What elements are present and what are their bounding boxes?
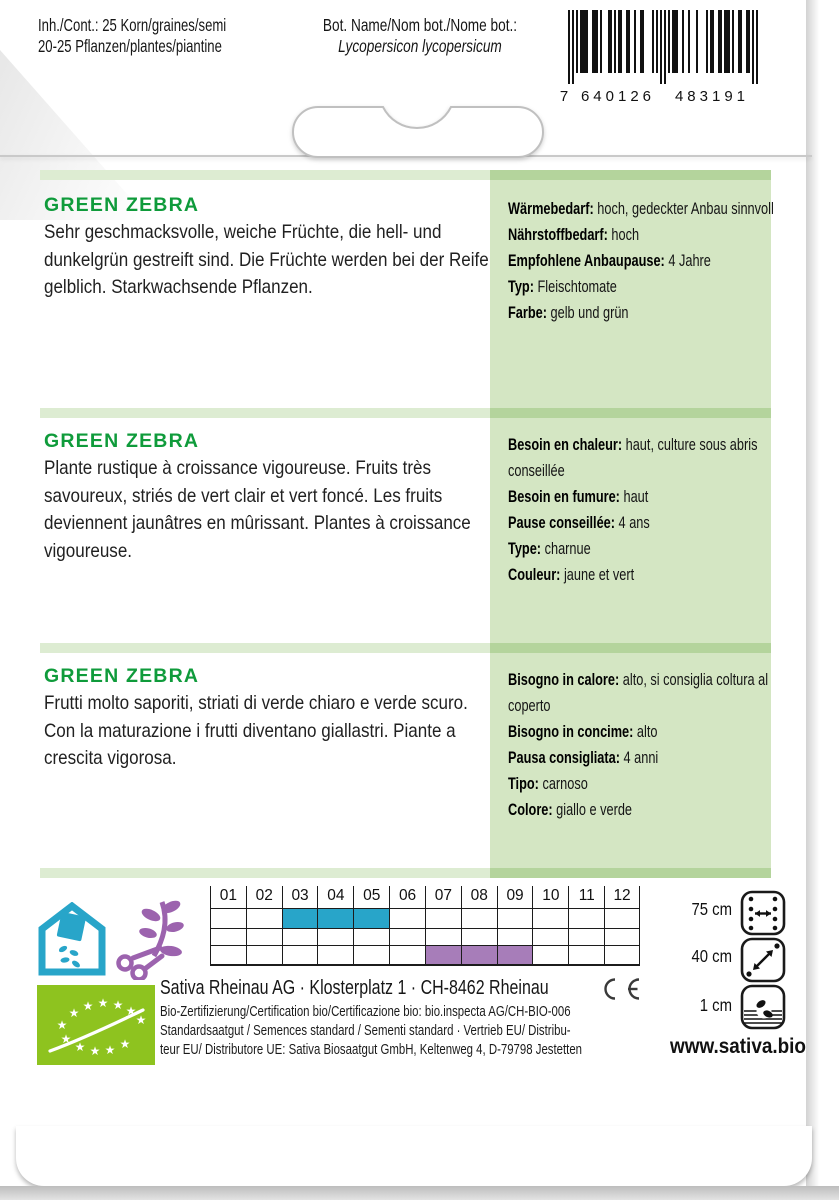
- svg-text:★: ★: [112, 998, 124, 1012]
- calendar-month: 04: [317, 886, 353, 908]
- calendar-cell: [497, 928, 533, 945]
- botanical-name-block: [311, 15, 529, 57]
- sowing-cell: [532, 908, 568, 928]
- calendar-month: 11: [568, 886, 604, 908]
- section-divider-left: [40, 643, 490, 653]
- section-divider-right: [490, 868, 771, 878]
- spec-row: Couleur: jaune et vert: [508, 565, 635, 584]
- calendar-cell: [317, 928, 353, 945]
- row-spacing-icon: [740, 890, 786, 936]
- spec-row: Farbe: gelb und grün: [508, 303, 629, 322]
- calendar-cell: [532, 928, 568, 945]
- calendar-month: 06: [389, 886, 425, 908]
- row-spacing-label: 75 cm: [691, 899, 732, 919]
- spec-row: Tipo: carnoso: [508, 774, 588, 793]
- spec-row: Bisogno in concime: alto: [508, 722, 658, 741]
- calendar-month: 09: [497, 886, 533, 908]
- packet-bottom-edge: [0, 1186, 839, 1200]
- calendar-month: 05: [353, 886, 389, 908]
- section-description-de: Sehr geschmacksvolle, weiche Früchte, die hell- und dunkelgrün gestreift sind. Die Früchte werden bei der Reife gelblich. Starkwachsende Pflanzen.: [44, 221, 489, 298]
- spec-list-fr: [508, 432, 778, 588]
- harvest-cell: [532, 945, 568, 966]
- calendar-cell: [389, 928, 425, 945]
- spec-list-it: [508, 667, 778, 823]
- barcode-right-digits: 483191: [674, 88, 750, 105]
- spec-row: Besoin en fumure: haut: [508, 487, 649, 506]
- svg-text:★: ★: [97, 996, 109, 1010]
- calendar-month: 10: [532, 886, 568, 908]
- svg-text:★: ★: [74, 1040, 86, 1054]
- harvest-cell: [210, 945, 246, 966]
- spec-row: Bisogno in calore: alto, si consiglia coltura al coperto: [508, 670, 769, 715]
- sowing-cell: [282, 908, 318, 928]
- calendar-month: 08: [461, 886, 497, 908]
- spec-row: Nährstoffbedarf: hoch: [508, 225, 640, 244]
- barcode-prefix-digit: 7: [559, 88, 569, 105]
- section-divider-right: [490, 170, 771, 180]
- sowing-cell: [461, 908, 497, 928]
- svg-text:★: ★: [56, 1018, 68, 1032]
- svg-text:★: ★: [82, 999, 94, 1013]
- barcode-left-digits: 640126: [580, 88, 656, 105]
- svg-text:★: ★: [60, 1032, 72, 1046]
- sowing-cell: [604, 908, 640, 928]
- section-description-fr: Plante rustique à croissance vigoureuse. Fruits très savoureux, striés de vert clair et vert foncé. Les fruits deviennent jaunâtres en mûrissant. Plantes à croissance vigoureuse.: [44, 457, 471, 562]
- section-divider-right: [490, 643, 771, 653]
- sowing-cell: [317, 908, 353, 928]
- calendar-month: 07: [425, 886, 461, 908]
- harvest-cell: [246, 945, 282, 966]
- svg-text:★: ★: [104, 1043, 116, 1057]
- calendar-cell: [461, 928, 497, 945]
- spec-list-de: [508, 196, 778, 326]
- section-divider-left: [40, 170, 490, 180]
- section-title-it: GREEN ZEBRA: [44, 665, 200, 687]
- botanical-name: Lycopersicon lycopersicum: [338, 36, 502, 56]
- section-divider-right: [490, 408, 771, 418]
- calendar-month: 02: [246, 886, 282, 908]
- harvest-cell: [282, 945, 318, 966]
- sowing-cell: [353, 908, 389, 928]
- svg-text:★: ★: [135, 1013, 147, 1027]
- harvest-cell: [389, 945, 425, 966]
- harvest-cell: [425, 945, 461, 966]
- harvest-cell: [317, 945, 353, 966]
- section-divider-left: [40, 868, 490, 878]
- standard-seed-line-1: Standardsaatgut / Semences standard / Sementi standard · Vertrieb EU/ Distribu-: [160, 1022, 571, 1039]
- ce-mark: [597, 977, 643, 1001]
- svg-text:★: ★: [125, 1004, 137, 1018]
- calendar-month: 01: [210, 886, 246, 908]
- barcode-bars: [568, 10, 758, 84]
- sowing-depth-icon: [740, 984, 786, 1030]
- sowing-cell: [425, 908, 461, 928]
- section-divider-left: [40, 408, 490, 418]
- bio-certification-line: Bio-Zertifizierung/Certification bio/Certificazione bio: bio.inspecta AG/CH-BIO-006: [160, 1003, 571, 1020]
- greenhouse-sowing-icon: [38, 902, 106, 976]
- packet-bottom: [16, 1126, 812, 1186]
- calendar-cell: [246, 928, 282, 945]
- calendar-cell: [604, 928, 640, 945]
- calendar-month: 12: [604, 886, 640, 908]
- harvest-cutting-icon: [112, 896, 190, 980]
- svg-text:★: ★: [89, 1044, 101, 1058]
- packet-edge-shadow: [806, 0, 824, 1186]
- calendar-cell: [425, 928, 461, 945]
- section-title-de: GREEN ZEBRA: [44, 194, 200, 216]
- spec-row: Empfohlene Anbaupause: 4 Jahre: [508, 251, 711, 270]
- harvest-cell: [604, 945, 640, 966]
- website-url: www.sativa.bio: [670, 1034, 806, 1058]
- spec-row: Type: charnue: [508, 539, 591, 558]
- sowing-cell: [210, 908, 246, 928]
- calendar-cell: [568, 928, 604, 945]
- harvest-cell: [353, 945, 389, 966]
- section-description-it: Frutti molto saporiti, striati di verde chiaro e verde scuro. Con la maturazione i frutti diventano giallastri. Piante a crescita vigorosa.: [44, 692, 468, 769]
- calendar-cell: [210, 928, 246, 945]
- harvest-cell: [568, 945, 604, 966]
- spec-row: Colore: giallo e verde: [508, 800, 633, 819]
- spec-row: Wärmebedarf: hoch, gedeckter Anbau sinnvoll: [508, 199, 774, 218]
- sowing-calendar: [210, 886, 640, 966]
- calendar-cell: [353, 928, 389, 945]
- harvest-cell: [461, 945, 497, 966]
- section-title-fr: GREEN ZEBRA: [44, 430, 200, 452]
- contents-info: [38, 15, 226, 57]
- standard-seed-line-2: teur EU/ Distributore UE: Sativa Biosaatgut GmbH, Keltenweg 4, D-79798 Jestetten: [160, 1041, 583, 1058]
- harvest-cell: [497, 945, 533, 966]
- calendar-month: 03: [282, 886, 318, 908]
- eu-organic-logo: [37, 985, 155, 1065]
- plant-spacing-label: 40 cm: [691, 946, 732, 966]
- calendar-cell: [282, 928, 318, 945]
- sowing-cell: [246, 908, 282, 928]
- svg-text:★: ★: [119, 1037, 131, 1051]
- sowing-cell: [389, 908, 425, 928]
- hang-hole-cutout: [280, 80, 560, 170]
- spec-row: Pausa consigliata: 4 anni: [508, 748, 659, 767]
- spec-row: Pause conseillée: 4 ans: [508, 513, 650, 532]
- plant-spacing-icon: [740, 937, 786, 983]
- ean-barcode: [557, 4, 769, 108]
- contents-line-2: 20-25 Pflanzen/plantes/piantine: [38, 36, 222, 56]
- svg-text:★: ★: [68, 1006, 80, 1020]
- spec-row: Besoin en chaleur: haut, culture sous abris conseillée: [508, 435, 758, 480]
- sowing-cell: [568, 908, 604, 928]
- contents-line-1: Inh./Cont.: 25 Korn/graines/semi: [38, 15, 227, 35]
- spec-row: Typ: Fleischtomate: [508, 277, 617, 296]
- sowing-cell: [497, 908, 533, 928]
- company-address: Sativa Rheinau AG · Klosterplatz 1 · CH-8462 Rheinau: [160, 977, 549, 999]
- sowing-depth-label: 1 cm: [699, 995, 732, 1015]
- botanical-name-label: Bot. Name/Nom bot./Nome bot.:: [322, 15, 518, 35]
